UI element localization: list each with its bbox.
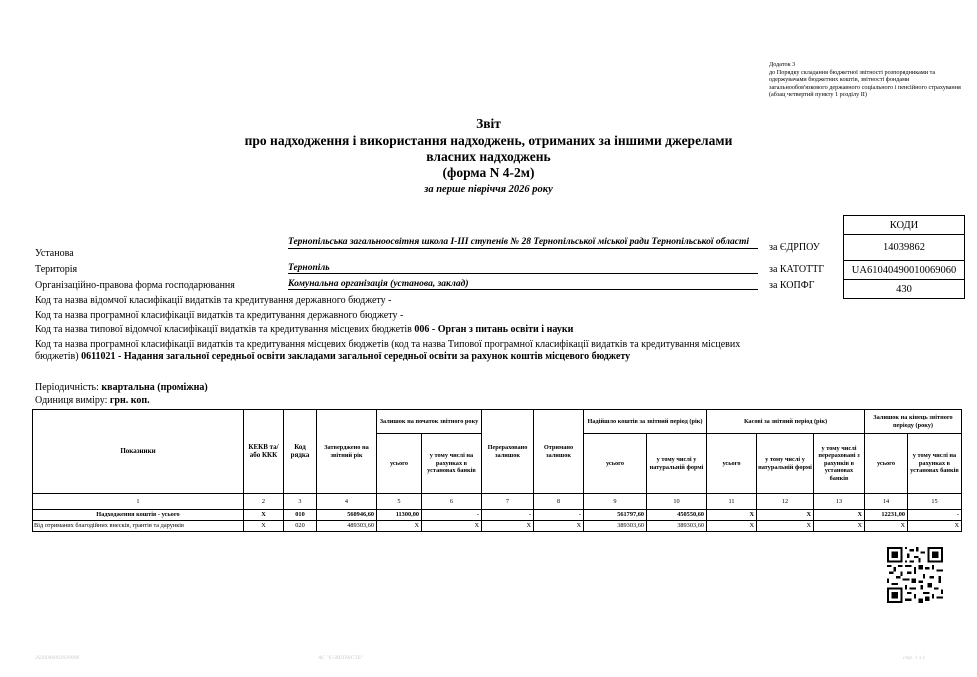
hdr-end-total: усього <box>865 434 908 494</box>
territory-value: Тернопіль <box>288 263 758 274</box>
vidomch-local-value: 006 - Орган з питань освіти і науки <box>414 324 574 335</box>
periodicity-value: квартальна (проміжна) <box>101 382 208 393</box>
vidomch-local-line <box>35 324 765 336</box>
hdr-kekv: КЕКВ та/або ККК <box>244 410 284 494</box>
codes-table <box>843 215 965 299</box>
unit-label: Одиниця виміру: <box>35 395 108 406</box>
hdr-code: Код рядка <box>284 410 317 494</box>
footer-doc-id: 2026040093939098 <box>35 655 79 661</box>
col-number: 8 <box>534 494 584 510</box>
row-cell: 389303,60 <box>647 521 707 532</box>
col-number: 1 <box>33 494 244 510</box>
report-title: Звіт <box>476 116 501 131</box>
col-number: 9 <box>584 494 647 510</box>
hdr-transferred: Перераховано залишок <box>482 410 534 494</box>
periodicity-label: Періодичність: <box>35 382 99 393</box>
kopfg-label: за КОПФГ <box>769 280 815 291</box>
col-number: 6 <box>422 494 482 510</box>
row-cell: 11300,00 <box>377 510 422 521</box>
row-cell: X <box>422 521 482 532</box>
row-cell: X <box>534 521 584 532</box>
hdr-indicators: Показники <box>33 410 244 494</box>
program-local-line <box>35 339 765 363</box>
hdr-end-balance: Залишок на кінець звітного періоду (року) <box>865 410 962 434</box>
hdr-cash: Касові за звітний період (рік) <box>707 410 865 434</box>
vidomch-local-text: Код та назва типової відомчої класифікації видатків та кредитування місцевих бюджетів <box>35 324 412 335</box>
col-number: 11 <box>707 494 757 510</box>
row-cell: X <box>814 510 865 521</box>
program-local-value: 0611021 - Надання загальної середньої освіти закладами загальної середньої освіти за рахунок коштів місцевого бюджету <box>81 351 631 362</box>
katottg-code: UA61040490010069060 <box>844 261 965 280</box>
hdr-received-balance: Отримано залишок <box>534 410 584 494</box>
unit-value: грн. коп. <box>109 395 150 406</box>
row-cell: - <box>482 510 534 521</box>
row-kekv: X <box>244 510 284 521</box>
program-local-text: Код та назва програмної класифікації видатків та кредитування місцевих бюджетів (код та назва Типової програмної класифікації видатків та кредитування місцевих бюджетів) <box>35 339 741 362</box>
footer-page: стр. 1 з 1 <box>903 655 926 661</box>
hdr-received-total: усього <box>584 434 647 494</box>
table-row <box>33 510 962 521</box>
hdr-end-incl-banks: у тому числі на рахунках в установах банків <box>908 434 962 494</box>
unit-line <box>35 395 765 407</box>
hdr-start-balance: Залишок на початок звітного року <box>377 410 482 434</box>
annex-note: Додаток 3 до Порядку складання бюджетної звітності розпорядниками та одержувачами бюджетних коштів, звітності фондами загальнообов'язкового державного соціального і пенсійного страхування (абзац четвертий пункту 1 розділу II) <box>769 61 961 99</box>
col-number: 15 <box>908 494 962 510</box>
row-cell: 450550,60 <box>647 510 707 521</box>
row-cell: 12231,00 <box>865 510 908 521</box>
org-form-label: Організаційно-правова форма господарювання <box>35 280 235 291</box>
row-cell: 489303,60 <box>317 521 377 532</box>
kopfg-code: 430 <box>844 280 965 299</box>
vidomch-state-line: Код та назва відомчої класифікації видатків та кредитування державного бюджету - <box>35 295 392 306</box>
hdr-start-incl-banks: у тому числі на рахунках в установах банків <box>422 434 482 494</box>
row-cell: X <box>757 510 814 521</box>
table-row <box>33 521 962 532</box>
row-cell: X <box>757 521 814 532</box>
periodicity-line <box>35 382 765 394</box>
report-subtitle-2: власних надходжень <box>426 149 551 164</box>
row-cell: X <box>482 521 534 532</box>
col-number: 5 <box>377 494 422 510</box>
row-cell: - <box>908 510 962 521</box>
row-cell: X <box>707 521 757 532</box>
col-number: 13 <box>814 494 865 510</box>
org-form-value: Комунальна організація (установа, заклад) <box>288 279 758 290</box>
row-indicator: Надходження коштів - усього <box>33 510 244 521</box>
form-number: (форма N 4-2м) <box>442 165 535 180</box>
hdr-received: Надійшло коштів за звітний період (рік) <box>584 410 707 434</box>
row-kekv: X <box>244 521 284 532</box>
row-cell: - <box>534 510 584 521</box>
edrpou-code: 14039862 <box>844 235 965 261</box>
row-cell: X <box>908 521 962 532</box>
hdr-cash-natural: у тому числі у натуральній формі <box>757 434 814 494</box>
column-numbers-row <box>33 494 962 510</box>
row-cell: X <box>814 521 865 532</box>
col-number: 4 <box>317 494 377 510</box>
katottg-label: за КАТОТТГ <box>769 264 825 275</box>
row-cell: X <box>865 521 908 532</box>
institution-value: Тернопільська загальноосвітня школа І-ІІІ ступенів № 28 Тернопільської міської ради Тернопільської області <box>288 236 758 249</box>
col-number: 12 <box>757 494 814 510</box>
institution-label: Установа <box>35 248 74 259</box>
footer-system: АС "Є-ЗВІТНІСТЬ" <box>318 655 364 661</box>
territory-label: Територія <box>35 264 78 275</box>
row-cell: X <box>377 521 422 532</box>
qr-code <box>887 547 943 603</box>
row-code: 020 <box>284 521 317 532</box>
col-number: 10 <box>647 494 707 510</box>
row-cell: 560946,60 <box>317 510 377 521</box>
report-table <box>32 409 962 532</box>
row-cell: X <box>707 510 757 521</box>
program-state-line: Код та назва програмної класифікації видатків та кредитування державного бюджету - <box>35 310 404 321</box>
hdr-cash-total: усього <box>707 434 757 494</box>
report-period: за перше півріччя 2026 року <box>424 184 553 195</box>
codes-header: КОДИ <box>844 216 965 235</box>
hdr-start-total: усього <box>377 434 422 494</box>
row-cell: 561797,60 <box>584 510 647 521</box>
hdr-received-natural: у тому числі у натуральній формі <box>647 434 707 494</box>
col-number: 7 <box>482 494 534 510</box>
report-subtitle: про надходження і використання надходжень, отриманих за іншими джерелами <box>244 133 733 148</box>
col-number: 2 <box>244 494 284 510</box>
row-code: 010 <box>284 510 317 521</box>
row-cell: - <box>422 510 482 521</box>
hdr-approved: Затверджено на звітний рік <box>317 410 377 494</box>
col-number: 3 <box>284 494 317 510</box>
edrpou-label: за ЄДРПОУ <box>769 242 820 253</box>
row-cell: 389303,60 <box>584 521 647 532</box>
row-indicator: Від отриманих благодійних внесків, грантів та дарунків <box>33 521 244 532</box>
col-number: 14 <box>865 494 908 510</box>
hdr-cash-transferred: у тому числі перераховані з рахунків в установах банків <box>814 434 865 494</box>
